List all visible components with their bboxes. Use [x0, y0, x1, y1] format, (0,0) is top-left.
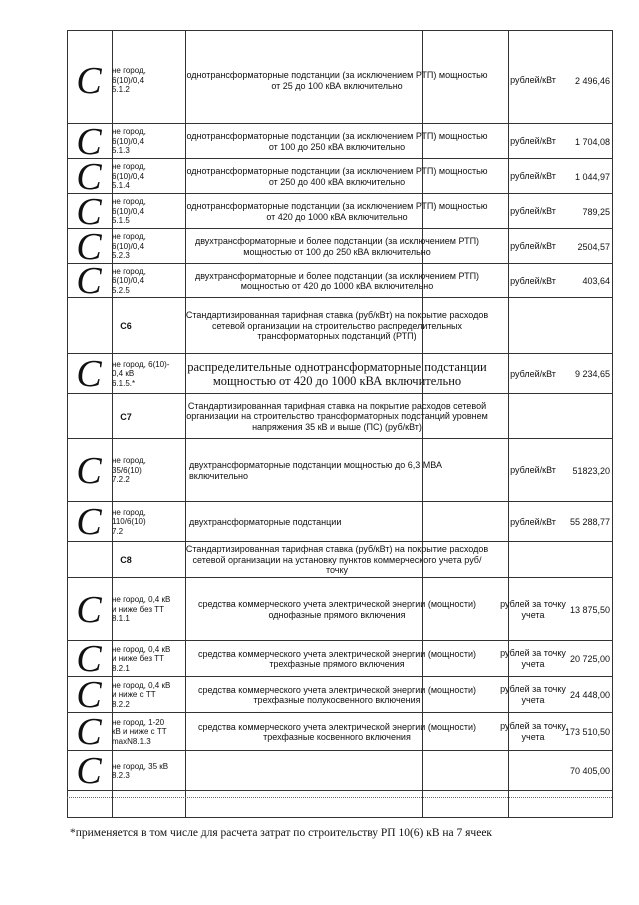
table-border [67, 30, 612, 31]
row-description: средства коммерческого учета электрической энергии (мощности) трехфазные косвенного включения [197, 721, 477, 742]
row-separator [67, 676, 612, 677]
row-code: не город, 110/6(10) 7.2 [112, 507, 146, 536]
tariff-row [67, 120, 612, 163]
row-unit: рублей за точку учета [500, 598, 566, 620]
row-separator [67, 501, 612, 502]
category-c-glyph: C [76, 260, 102, 302]
row-separator [67, 228, 612, 229]
row-code: не город, 6(10)/0,4 5.1.3 [112, 127, 146, 156]
tariff-row [67, 579, 612, 640]
category-c-glyph: C [76, 225, 102, 268]
category-c-glyph: C [76, 155, 102, 198]
row-description: средства коммерческого учета электрической энергии (мощности) трехфазные прямого включения [197, 648, 477, 669]
tariff-row [67, 711, 612, 753]
row-separator [67, 640, 612, 641]
grid-line [612, 30, 613, 818]
row-value: 403,64 [582, 276, 610, 286]
row-value: 55 288,77 [569, 517, 610, 527]
tariff-row [67, 355, 612, 393]
row-unit: рублей/кВт [510, 206, 556, 216]
row-value: 173 510,50 [564, 727, 610, 737]
tariff-row [67, 190, 612, 233]
row-code: не город, 6(10)- 0,4 кВ 6.1.5.* [112, 359, 170, 388]
row-code: не город, 35 кВ 8.2.3 [112, 761, 169, 780]
footnote: *применяется в том числе для расчета затрат по строительству РП 10(6) кВ на 7 ячеек [70, 827, 493, 839]
category-c-glyph: C [76, 750, 102, 792]
tariff-row [67, 260, 612, 302]
row-description [185, 752, 489, 790]
section-description: Стандартизированная тарифная ставка на покрытие расходов сетевой организации на строительство трансформаторных подстанций уровнем напряжения 35 кВ и выше (ПС) (руб/кВт) [186, 400, 488, 432]
row-description: средства коммерческого учета электрической энергии (мощности) трехфазные полукосвенного включения [197, 684, 477, 705]
row-separator [67, 353, 612, 354]
tariff-row [67, 38, 612, 123]
tariff-row [67, 155, 612, 198]
row-value: 9 234,65 [574, 369, 610, 379]
row-description: однотрансформаторные подстанции (за исключением РТП) мощностью от 25 до 100 кВА включительно [186, 70, 488, 91]
row-unit: рублей/кВт [510, 516, 556, 527]
row-description: однотрансформаторные подстанции (за исключением РТП) мощностью от 250 до 400 кВА включительно [186, 166, 488, 187]
row-description: двухтрансформаторные подстанции [189, 516, 342, 527]
row-description: двухтрансформаторные подстанции мощностью до 6,3 МВА включительно [189, 460, 442, 481]
row-code: не город, 6(10)/0,4 5.1.5 [112, 197, 146, 226]
row-description: однотрансформаторные подстанции (за исключением РТП) мощностью от 100 до 250 кВА включительно [186, 131, 488, 152]
category-c-glyph: C [76, 674, 102, 716]
table-border [67, 797, 612, 798]
category-c-glyph: C [76, 449, 102, 492]
row-value: 2 496,46 [574, 75, 610, 86]
category-c-glyph: C [76, 638, 102, 680]
row-unit: рублей/кВт [510, 75, 556, 85]
row-separator [67, 541, 612, 542]
row-code: не город, 1-20 кВ и ниже с ТТ maxN8.1.3 [112, 717, 167, 746]
row-separator [67, 193, 612, 194]
row-separator [67, 438, 612, 439]
row-unit: рублей/кВт [510, 275, 556, 286]
row-unit: рублей/кВт [510, 171, 556, 181]
row-separator [67, 577, 612, 578]
row-value: 1 704,08 [574, 136, 610, 147]
row-separator [67, 393, 612, 394]
category-c-glyph: C [76, 120, 102, 163]
row-separator [67, 158, 612, 159]
row-value: 1 044,97 [574, 171, 610, 182]
section-row [67, 299, 612, 353]
row-code: не город, 35/6(10) 7.2.2 [112, 456, 146, 485]
row-unit: рублей/кВт [510, 241, 556, 251]
row-separator [67, 712, 612, 713]
row-description: средства коммерческого учета электрической энергии (мощности) однофазные прямого включения [197, 599, 477, 620]
category-c-glyph: C [76, 501, 102, 543]
category-c-glyph: C [76, 353, 102, 395]
row-value: 70 405,00 [569, 766, 610, 776]
row-code: не город, 0,4 кВ и ниже без ТТ 8.1.1 [112, 595, 171, 624]
row-value: 51823,20 [572, 465, 610, 476]
section-description: Стандартизированная тарифная ставка (руб/кВт) на покрытие расходов сетевой организации на строительство распределительных трансформаторных подстанций (РТП) [185, 310, 489, 342]
row-value: 24 448,00 [569, 690, 610, 700]
row-unit: рублей за точку учета [500, 721, 566, 742]
section-description: Стандартизированная тарифная ставка (руб/кВт) на покрытие расходов сетевой организации на установку пунктов коммерческого учета руб/точку [185, 544, 489, 576]
category-c-glyph: C [76, 711, 102, 753]
row-code: не город, 0,4 кВ и ниже без ТТ 8.2.1 [112, 644, 171, 673]
row-unit: рублей/кВт [510, 465, 556, 475]
row-code: не город, 6(10)/0,4 5.1.2 [112, 66, 146, 95]
row-separator [67, 750, 612, 751]
row-separator [67, 123, 612, 124]
table-border [67, 817, 612, 818]
row-description: однотрансформаторные подстанции (за исключением РТП) мощностью от 420 до 1000 кВА включительно [186, 201, 488, 222]
row-code: не город, 6(10)/0,4 5.2.3 [112, 232, 146, 261]
section-code: C6 [120, 321, 132, 331]
section-row [67, 395, 612, 438]
row-description: двухтрансформаторные и более подстанции (за исключением РТП) мощностью от 420 до 1000 кВА включительно [194, 270, 480, 291]
row-value: 2504,57 [577, 241, 610, 252]
tariff-row [67, 225, 612, 268]
row-unit: рублей/кВт [510, 368, 556, 379]
tariff-row [67, 440, 612, 501]
tariff-row [67, 638, 612, 680]
tariff-row [67, 752, 612, 790]
section-code: C8 [120, 555, 132, 565]
row-description: двухтрансформаторные и более подстанции (за исключением РТП) мощностью от 100 до 250 кВА включительно [194, 236, 480, 257]
row-separator [67, 263, 612, 264]
row-description: распределительные однотрансформаторные подстанции мощностью от 420 до 1000 кВА включительно [187, 360, 487, 388]
category-c-glyph: C [76, 190, 102, 233]
category-c-glyph: C [76, 59, 102, 102]
tariff-row [67, 674, 612, 716]
row-unit: рублей за точку учета [500, 648, 566, 669]
section-row [67, 543, 612, 577]
row-separator [67, 790, 612, 791]
row-value: 20 725,00 [569, 654, 610, 664]
row-code: не город, 6(10)/0,4 5.1.4 [112, 162, 146, 191]
tariff-row [67, 503, 612, 541]
category-c-glyph: C [76, 588, 102, 631]
row-code: не город, 6(10)/0,4 5.2.5 [112, 266, 146, 295]
row-unit: рублей/кВт [510, 136, 556, 146]
row-unit: рублей за точку учета [500, 684, 566, 705]
row-unit [490, 752, 576, 790]
row-separator [67, 297, 612, 298]
section-code: C7 [120, 411, 132, 422]
row-value: 13 875,50 [569, 604, 610, 615]
row-value: 789,25 [582, 206, 610, 217]
row-code: не город, 0,4 кВ и ниже с ТТ 8.2.2 [112, 680, 171, 709]
